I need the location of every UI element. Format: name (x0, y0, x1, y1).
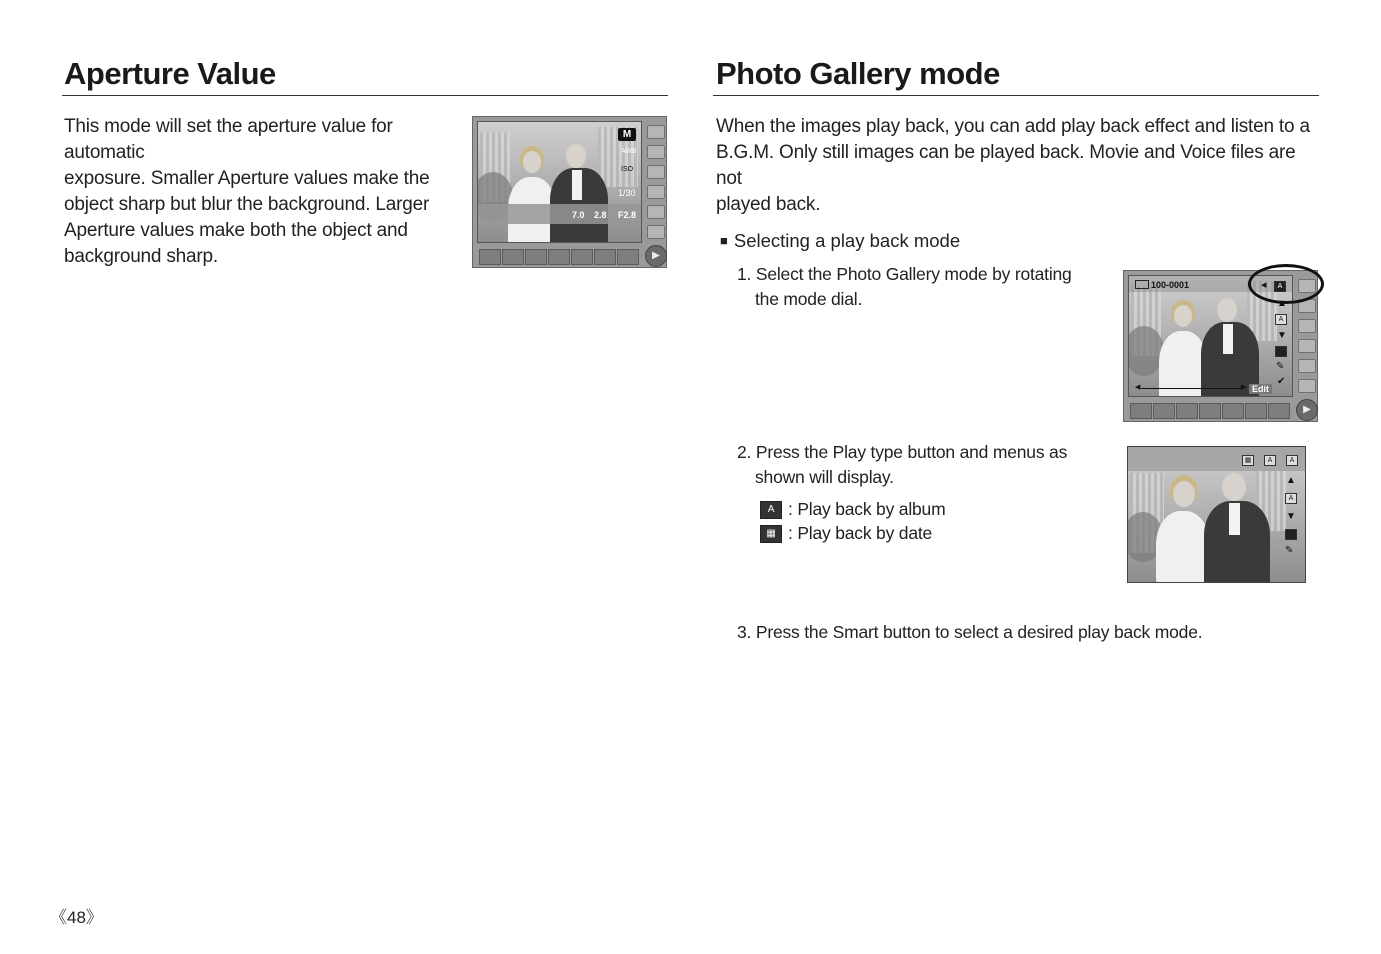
bottom-button (479, 249, 501, 265)
bottom-button (571, 249, 593, 265)
bottom-button (548, 249, 570, 265)
aperture-line-1: This mode will set the aperture value for automatic (64, 116, 393, 163)
left-arrow-icon: ◀ (1135, 384, 1141, 391)
edit-label: Edit (1249, 384, 1272, 394)
title-rule-left (62, 95, 668, 96)
step-3: 3. Press the Smart button to select a desired play back mode. (737, 622, 1203, 642)
bottom-button (1222, 403, 1244, 419)
step-2-line-2: shown will display. (755, 467, 894, 487)
legend-album-label: : Play back by album (788, 499, 946, 519)
memory-card-icon (1135, 280, 1149, 289)
side-button (647, 165, 665, 179)
play-icon: ▶ (1296, 399, 1318, 421)
side-button (647, 205, 665, 219)
calendar-icon: ▦ (1242, 455, 1254, 466)
step-1-line-1: 1. Select the Photo Gallery mode by rotating (737, 264, 1072, 284)
intro-line-3: played back. (716, 194, 821, 215)
intro-line-1: When the images play back, you can add play back effect and listen to a (716, 116, 1310, 137)
down-arrow-icon: ▼ (1277, 330, 1287, 341)
bottom-button (594, 249, 616, 265)
aperture-value-1: 7.0 (572, 210, 585, 220)
aperture-description (64, 114, 464, 270)
slideshow-icon (1285, 529, 1297, 540)
section-heading (720, 230, 960, 252)
iso-icon: ISO (621, 166, 634, 173)
bride-face (1174, 305, 1192, 327)
aperture-line-2: exposure. Smaller Aperture values make the (64, 168, 430, 189)
legend-album (760, 497, 1060, 521)
side-button (647, 185, 665, 199)
effect-icon: ✎ (1285, 545, 1294, 556)
bride-face (1173, 481, 1195, 507)
tool-icon: ✔ (1277, 376, 1286, 387)
aperture-value-selected: F2.8 (618, 210, 637, 220)
bottom-button (1268, 403, 1290, 419)
right-arrow-icon: ▶ (1241, 384, 1247, 391)
slideshow-icon (1275, 346, 1287, 357)
aperture-value-2: 2.8 (594, 210, 607, 220)
side-button (1298, 319, 1316, 333)
bottom-button (1176, 403, 1198, 419)
shutter-speed: 1/30 (618, 188, 636, 198)
page-title-aperture-value: Aperture Value (64, 56, 276, 91)
bottom-button (1153, 403, 1175, 419)
left-arrow-icon: ◀ (1261, 282, 1267, 289)
album-icon: A (1285, 493, 1297, 504)
bottom-button (1130, 403, 1152, 419)
legend (760, 497, 1060, 545)
bride-dress (1156, 511, 1210, 583)
progress-line (1141, 388, 1241, 389)
step-2-line-1: 2. Press the Play type button and menus as (737, 442, 1068, 462)
play-type-screen (1127, 446, 1306, 583)
mode-badge: M (618, 128, 636, 141)
bride-face (523, 151, 541, 173)
menu-bar (1128, 447, 1306, 471)
bottom-button (525, 249, 547, 265)
legend-date (760, 521, 1060, 545)
up-arrow-icon: ▲ (1277, 298, 1287, 309)
groom-face (1222, 473, 1246, 501)
side-button (647, 225, 665, 239)
groom-shirt (572, 170, 582, 200)
section-heading-text: Selecting a play back mode (733, 230, 961, 251)
bullet-icon: ■ (720, 233, 728, 248)
album-icon: A (1275, 314, 1287, 325)
page-number: 《48》 (50, 908, 103, 927)
bottom-button (1199, 403, 1221, 419)
step-2 (737, 440, 1077, 490)
calendar-icon: ▦ (760, 525, 782, 543)
side-button (1298, 339, 1316, 353)
up-arrow-icon: ▲ (1286, 475, 1296, 486)
title-rule-right (713, 95, 1319, 96)
lcd-photo (477, 121, 642, 243)
effect-icon: ✎ (1276, 361, 1285, 372)
side-button (647, 145, 665, 159)
album-icon: A (1264, 455, 1276, 466)
awb-label: AWB (621, 148, 637, 155)
page-title-photo-gallery: Photo Gallery mode (716, 56, 1000, 91)
down-arrow-icon: ▼ (1286, 511, 1296, 522)
intro-line-2: B.G.M. Only still images can be played back. Movie and Voice files are not (716, 142, 1296, 189)
groom-shirt (1223, 324, 1233, 354)
side-button (647, 125, 665, 139)
aperture-line-4: Aperture values make both the object and (64, 220, 408, 241)
aperture-camera-lcd (472, 116, 667, 268)
step-1-line-2: the mode dial. (755, 289, 863, 309)
album-icon: A (1286, 455, 1298, 466)
gallery-intro (716, 114, 1316, 218)
play-icon: ▶ (645, 245, 667, 267)
side-button (1298, 379, 1316, 393)
side-button (1298, 359, 1316, 373)
groom-shirt (1229, 503, 1240, 535)
bottom-button (1245, 403, 1267, 419)
highlight-circle (1248, 264, 1324, 304)
album-icon: A (760, 501, 782, 519)
bottom-button (617, 249, 639, 265)
album-icon: A (1274, 281, 1286, 292)
step-1 (737, 262, 1077, 312)
aperture-line-3: object sharp but blur the background. Larger (64, 194, 430, 215)
file-number: 100-0001 (1151, 280, 1190, 290)
bottom-button (502, 249, 524, 265)
aperture-line-5: background sharp. (64, 246, 218, 267)
groom-face (566, 144, 586, 168)
legend-date-label: : Play back by date (788, 523, 933, 543)
groom-face (1217, 298, 1237, 322)
